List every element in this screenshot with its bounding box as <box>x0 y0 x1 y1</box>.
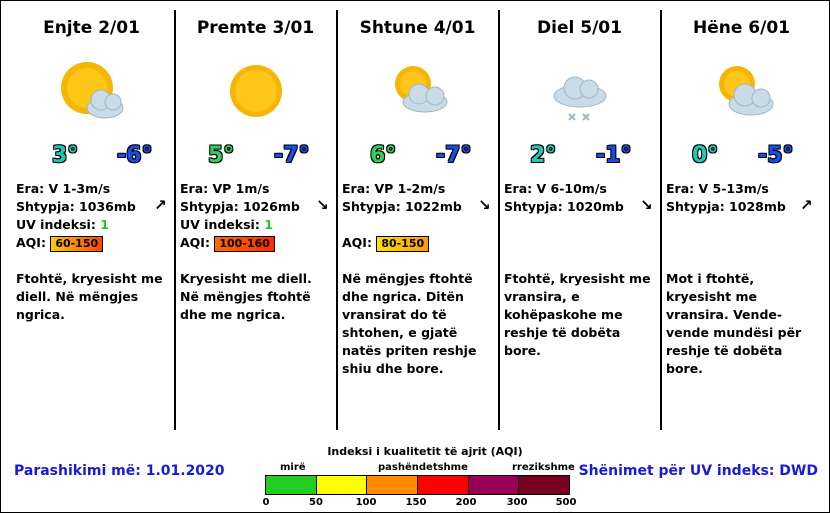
wind: Era: V 6-10m/s <box>504 181 607 196</box>
max-temp: 2° <box>530 143 557 168</box>
wind: Era: VP 1m/s <box>180 181 270 196</box>
description: Në mëngjes ftohtë dhe ngrica. Ditën vransirat do të shtohen, e gjatë natës priten reshje shiu dhe bore. <box>342 271 477 376</box>
pressure: Shtypja: 1036mb <box>16 199 136 214</box>
aqi-segment <box>367 476 418 494</box>
uv-value: 1 <box>264 217 273 232</box>
max-temp: 5° <box>208 143 235 168</box>
wind-arrow-icon: ↘ <box>478 196 491 214</box>
sun-cloud-icon <box>383 58 453 128</box>
uv-value: 1 <box>100 217 109 232</box>
aqi-tick: 50 <box>309 497 323 508</box>
aqi-segment <box>469 476 520 494</box>
sun-icon <box>221 58 291 128</box>
pressure: Shtypja: 1026mb <box>180 199 300 214</box>
max-temp: 6° <box>370 143 397 168</box>
min-temp: -7° <box>274 143 310 168</box>
max-temp: 3° <box>52 143 79 168</box>
aqi-label: AQI: <box>16 235 46 250</box>
wind-arrow-icon: ↗ <box>800 196 813 214</box>
pressure: Shtypja: 1022mb <box>342 199 462 214</box>
description: Kryesisht me diell. Në mëngjes ftohtë dhe me ngrica. <box>180 271 312 322</box>
uv-note: Shënimet për UV indeks: DWD <box>578 463 818 479</box>
day-column <box>660 0 823 430</box>
description: Ftohtë, kryesisht me diell. Në mëngjes ngrica. <box>16 271 163 322</box>
aqi-tick: 500 <box>555 497 577 508</box>
wind-arrow-icon: ↘ <box>640 196 653 214</box>
wind: Era: VP 1-2m/s <box>342 181 446 196</box>
day-column <box>498 0 661 430</box>
description: Ftohtë, kryesisht me vransira, e kohëpaskohe me reshje të dobëta bore. <box>504 271 651 358</box>
min-temp: -6° <box>117 143 153 168</box>
pressure: Shtypja: 1020mb <box>504 199 624 214</box>
day-title: Enjte 2/01 <box>43 18 140 38</box>
aqi-tick: 150 <box>405 497 427 508</box>
uv-label: UV indeksi: <box>16 217 96 232</box>
max-temp: 0° <box>692 143 719 168</box>
day-column <box>336 0 499 430</box>
aqi-tick: 0 <box>262 497 270 508</box>
wind: Era: V 5-13m/s <box>666 181 769 196</box>
aqi-scale-title: Indeksi i kualitetit të ajrit (AQI) <box>327 445 523 458</box>
day-title: Diel 5/01 <box>537 18 622 38</box>
aqi-segment <box>266 476 317 494</box>
sun-cloud-icon <box>57 58 127 128</box>
pressure: Shtypja: 1028mb <box>666 199 786 214</box>
wind-arrow-icon: ↘ <box>316 196 329 214</box>
sun-cloud-icon <box>707 58 777 128</box>
forecast-date: Parashikimi më: 1.01.2020 <box>14 463 225 479</box>
day-title: Hëne 6/01 <box>692 18 790 38</box>
aqi-segment <box>317 476 368 494</box>
aqi-badge: 100-160 <box>214 236 275 252</box>
wind-arrow-icon: ↗ <box>154 196 167 214</box>
aqi-label-unhealthy: pashëndetshme <box>378 462 468 473</box>
aqi-tick: 200 <box>455 497 477 508</box>
snow-cloud-icon <box>545 58 615 128</box>
aqi-scale-bar <box>265 475 570 495</box>
aqi-label-good: mirë <box>280 462 306 473</box>
day-column <box>10 0 173 430</box>
description: Mot i ftohtë, kryesisht me vransira. Vende-vende mundësi për reshje të dobëta bore. <box>666 271 802 376</box>
aqi-badge: 60-150 <box>50 236 103 252</box>
aqi-label: AQI: <box>342 235 372 250</box>
aqi-segment <box>418 476 469 494</box>
aqi-label: AQI: <box>180 235 210 250</box>
day-title: Shtune 4/01 <box>359 18 476 38</box>
wind: Era: V 1-3m/s <box>16 181 111 196</box>
min-temp: -7° <box>436 143 472 168</box>
uv-label: UV indeksi: <box>180 217 260 232</box>
day-title: Premte 3/01 <box>196 18 315 38</box>
min-temp: -5° <box>758 143 794 168</box>
aqi-label-hazardous: rrezikshme <box>512 462 575 473</box>
aqi-tick: 300 <box>506 497 528 508</box>
aqi-badge: 80-150 <box>376 236 429 252</box>
day-column <box>174 0 337 430</box>
min-temp: -1° <box>596 143 632 168</box>
aqi-tick: 100 <box>355 497 377 508</box>
aqi-segment <box>519 476 569 494</box>
